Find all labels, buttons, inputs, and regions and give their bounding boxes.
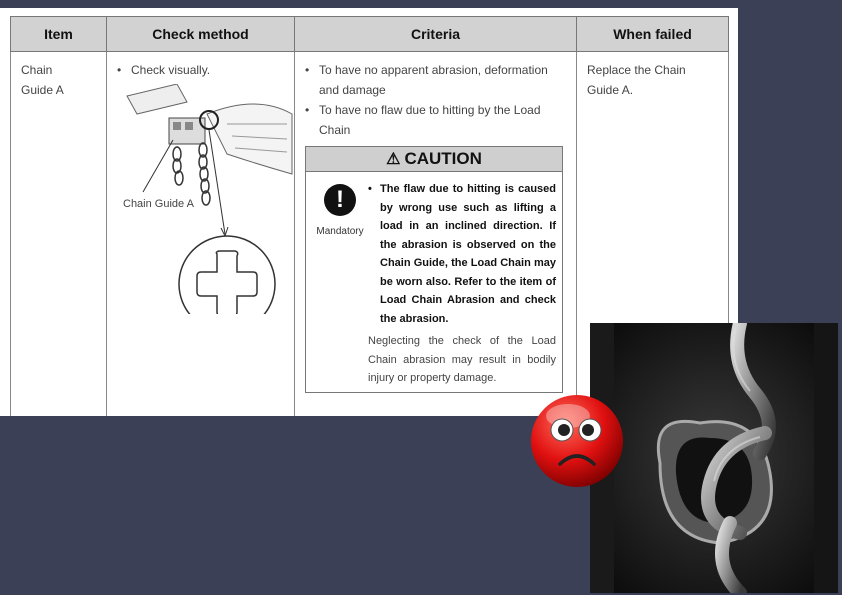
item-name-line2: Guide A [21,83,64,97]
cell-criteria [295,52,577,417]
table-header-row [11,17,729,52]
caution-note: Neglecting the check of the Load Chain abrasion may result in bodily injury or property damage. [368,335,556,384]
cell-item [11,52,107,417]
caution-box [305,146,563,393]
sad-face-icon [528,392,626,490]
mandatory-label: Mandatory [316,226,364,237]
criteria-list [305,60,566,140]
header-when-failed: When failed [577,17,729,52]
check-method-text: • Check visually. [117,60,284,80]
cell-check-method [107,52,295,417]
caution-header [306,147,562,172]
when-failed-line1: Replace the Chain [587,63,686,77]
worn-chain-guide-photo [590,323,838,593]
item-name-line1: Chain [21,63,53,77]
caution-bold-text: • The flaw due to hitting is caused by wrong use such as lifting a load in an inclined direction. If the abrasion is observed on the Chain Guide, the Load Chain may be worn also. Refer to the item of Load Chain Abrasion and check the abrasion. [368,180,556,328]
header-item: Item [11,17,107,52]
warning-triangle-icon: ⚠ [386,151,401,168]
when-failed-line2: Guide A. [587,83,634,97]
caution-title: CAUTION [404,149,482,168]
criteria-item: • To have no apparent abrasion, deformation and damage [305,60,566,100]
chain-guide-illustration [117,84,284,304]
criteria-item: • To have no flaw due to hitting by the Load Chain [305,100,566,140]
mandatory-block [312,180,368,388]
mandatory-icon: ! [324,184,356,216]
header-criteria: Criteria [295,17,577,52]
caution-text [368,180,556,388]
illustration-caption: Chain Guide A [123,198,194,210]
header-check-method: Check method [107,17,295,52]
